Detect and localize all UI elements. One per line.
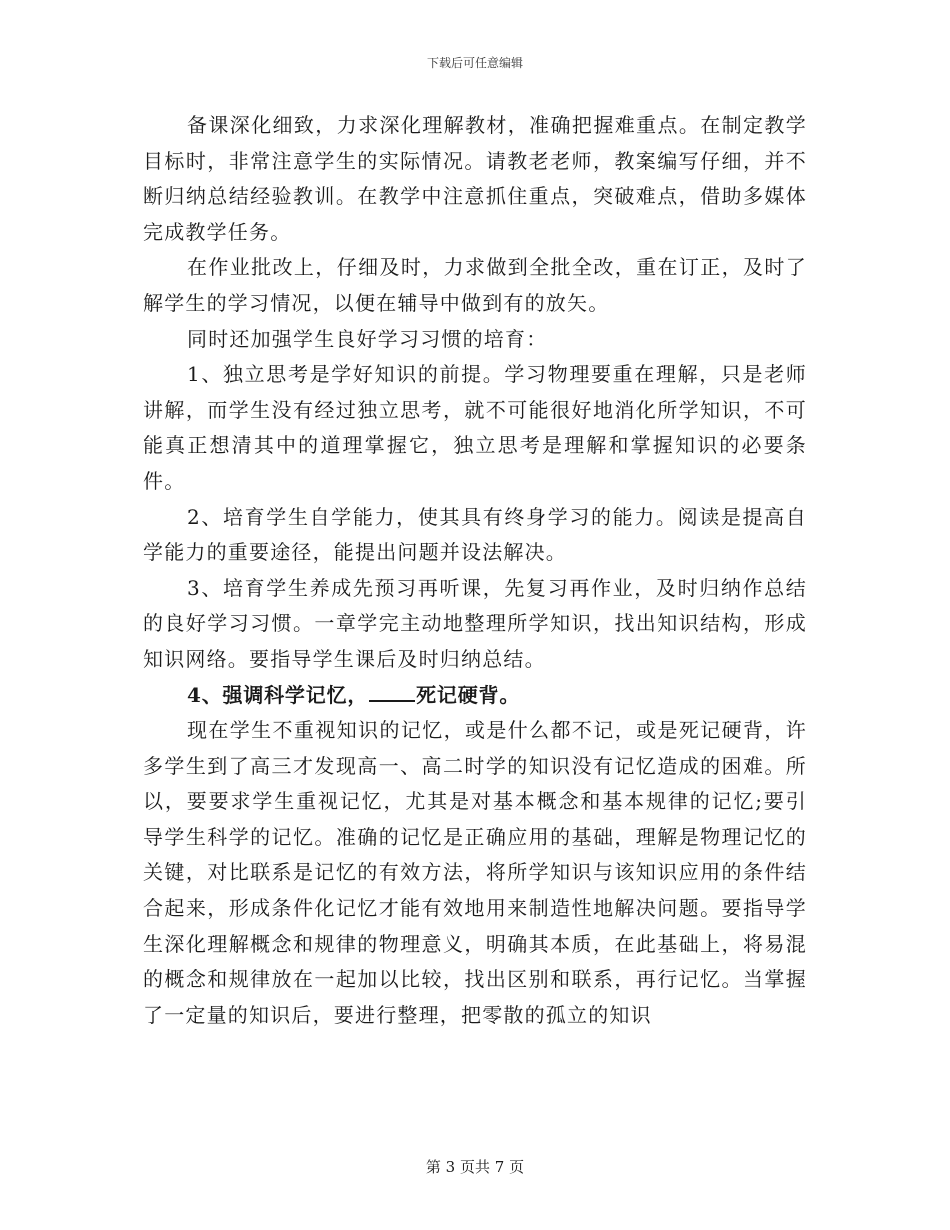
paragraph-memory: 现在学生不重视知识的记忆，或是什么都不记，或是死记硬背，许多学生到了高三才发现高一、高二时学的知识没有记忆造成的困难。所以，要要求学生重视记忆，尤其是对基本概念和基本规律的记忆;要引导学生科学的记忆。准确的记忆是正确应用的基础，理解是物理记忆的关键，对比联系是记忆的有效方法，将所学知识与该知识应用的条件结合起来，形成条件化记忆才能有效地用来制造性地解决问题。要指导学生深化理解概念和规律的物理意义，明确其本质，在此基础上，将易混的概念和规律放在一起加以比较，找出区别和联系，再行记忆。当掌握了一定量的知识后，要进行整理，把零散的孤立的知识 bbox=[143, 718, 807, 1027]
paragraph-point-1: 1、独立思考是学好知识的前提。学习物理要重在理解，只是老师讲解，而学生没有经过独立思考，就不可能很好地消化所学知识，不可能真正想清其中的道理掌握它，独立思考是理解和掌握知识的必要条件。 bbox=[143, 362, 807, 493]
heading-point-4 bbox=[143, 678, 807, 714]
document-body bbox=[143, 108, 807, 1033]
page-number: 第 3 页共 7 页 bbox=[425, 1158, 525, 1176]
paragraph-habits-intro: 同时还加强学生良好学习习惯的培育： bbox=[187, 326, 548, 351]
heading-point-4-before: 4、强调科学记忆， bbox=[187, 682, 369, 707]
heading-point-4-after: 死记硬背。 bbox=[416, 682, 521, 707]
paragraph-point-3: 3、培育学生养成先预习再听课，先复习再作业，及时归纳作总结的良好学习习惯。一章学完主动地整理所学知识，找出知识结构，形成知识网络。要指导学生课后及时归纳总结。 bbox=[143, 575, 807, 671]
fill-in-blank bbox=[369, 682, 415, 702]
paragraph-lesson-prep: 备课深化细致，力求深化理解教材，准确把握难重点。在制定教学目标时，非常注意学生的实际情况。请教老老师，教案编写仔细，并不断归纳总结经验教训。在教学中注意抓住重点，突破难点，借助多媒体完成教学任务。 bbox=[143, 113, 807, 244]
page-header: 下载后可任意编辑 bbox=[426, 56, 523, 70]
paragraph-point-2: 2、培育学生自学能力，使其具有终身学习的能力。阅读是提高自学能力的重要途径，能提出问题并设法解决。 bbox=[143, 504, 807, 565]
paragraph-homework: 在作业批改上，仔细及时，力求做到全批全改，重在订正，及时了解学生的学习情况，以便在辅导中做到有的放矢。 bbox=[143, 255, 807, 315]
